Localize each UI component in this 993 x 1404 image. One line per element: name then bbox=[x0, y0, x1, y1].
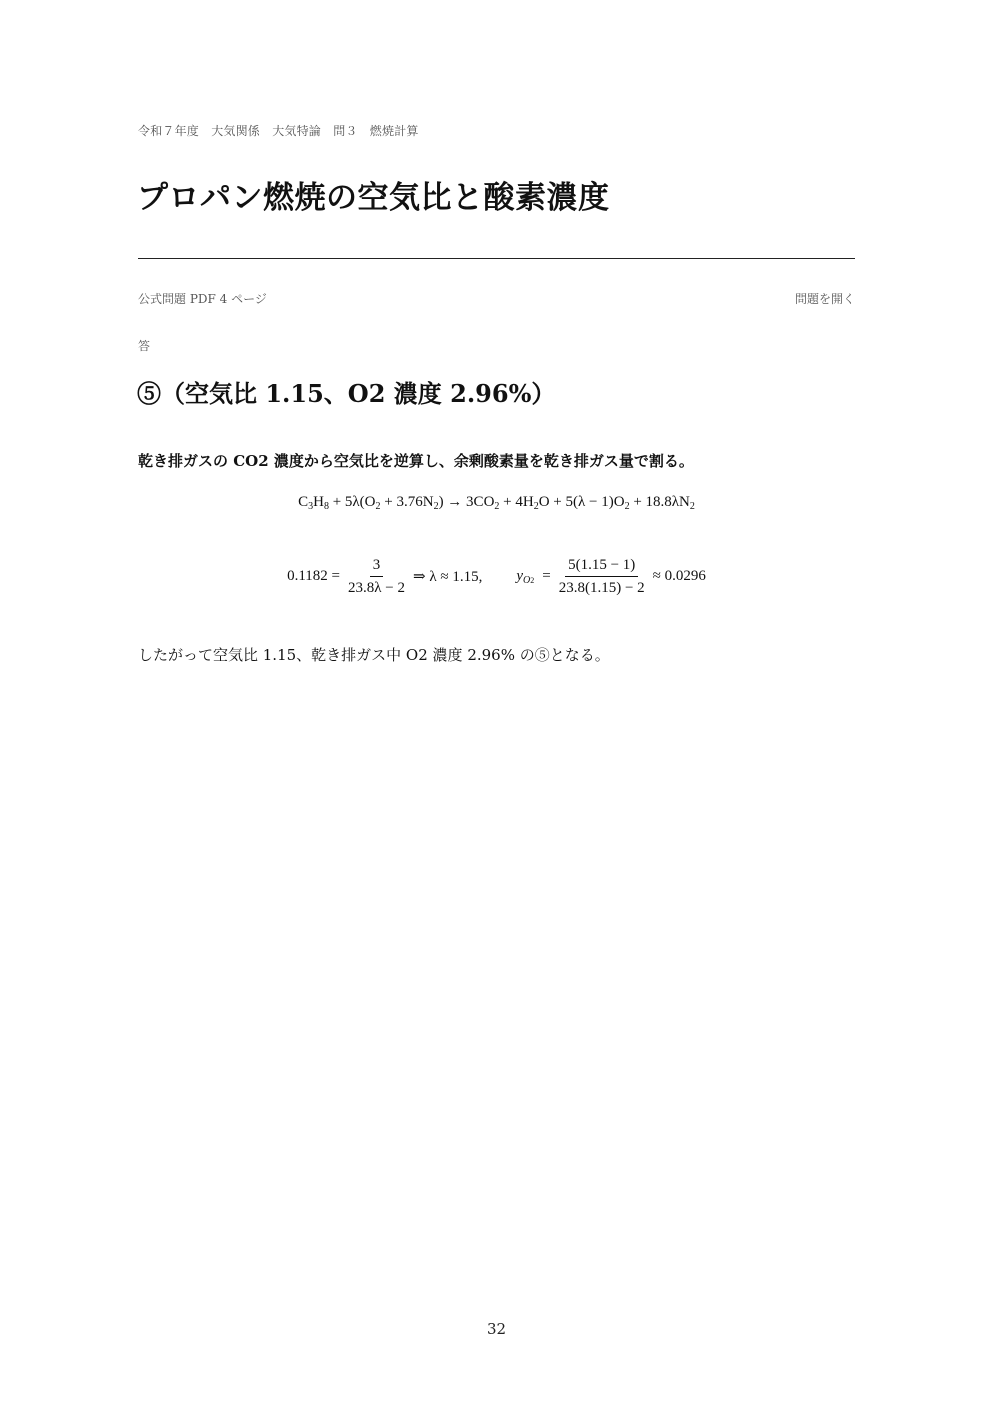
conclusion-text: したがって空気比 1.15、乾き排ガス中 O2 濃度 2.96% の⑤となる。 bbox=[138, 646, 610, 664]
answer-heading: ⑤（空気比 1.15、O2 濃度 2.96%） bbox=[137, 379, 556, 408]
oxygen-fraction-numerator: 5(1.15 − 1) bbox=[565, 556, 638, 577]
title-divider bbox=[138, 258, 855, 259]
oxygen-fraction-denominator: 23.8(1.15) − 2 bbox=[558, 580, 645, 596]
open-problem-link[interactable]: 問題を開く bbox=[794, 292, 855, 306]
breadcrumb: 令和７年度 大気関係 大気特論 問３ 燃焼計算 bbox=[138, 124, 419, 138]
oxygen-result: ≈ 0.0296 bbox=[652, 568, 706, 584]
lambda-lhs: 0.1182 = bbox=[287, 568, 341, 584]
answer-label: 答 bbox=[138, 339, 151, 353]
solution-summary: 乾き排ガスの CO2 濃度から空気比を逆算し、余剰酸素量を乾き排ガス量で割る。 bbox=[138, 452, 694, 470]
source-meta-row bbox=[138, 290, 855, 307]
oxygen-equals: = bbox=[542, 568, 551, 584]
lambda-fraction bbox=[345, 556, 408, 597]
lambda-result: ⇒ λ ≈ 1.15, bbox=[413, 569, 483, 585]
oxygen-variable: $y_{O2}$ bbox=[516, 568, 535, 586]
source-reference: 公式問題 PDF 4 ページ bbox=[138, 292, 267, 306]
reaction-equation: $C_3H_8 + 5\lambda(O_2 + 3.76N_2) \to 3CO_2 + 4H_2O + 5(\lambda - 1)O_2 + 18.8\lambda N_2$ bbox=[298, 494, 695, 512]
oxygen-fraction bbox=[556, 556, 648, 597]
page-number: 32 bbox=[486, 1320, 507, 1338]
calculation-equations bbox=[0, 556, 993, 597]
lambda-fraction-numerator: 3 bbox=[370, 556, 384, 577]
lambda-fraction-denominator: 23.8λ − 2 bbox=[348, 580, 405, 596]
page-title: プロパン燃焼の空気比と酸素濃度 bbox=[137, 180, 610, 216]
